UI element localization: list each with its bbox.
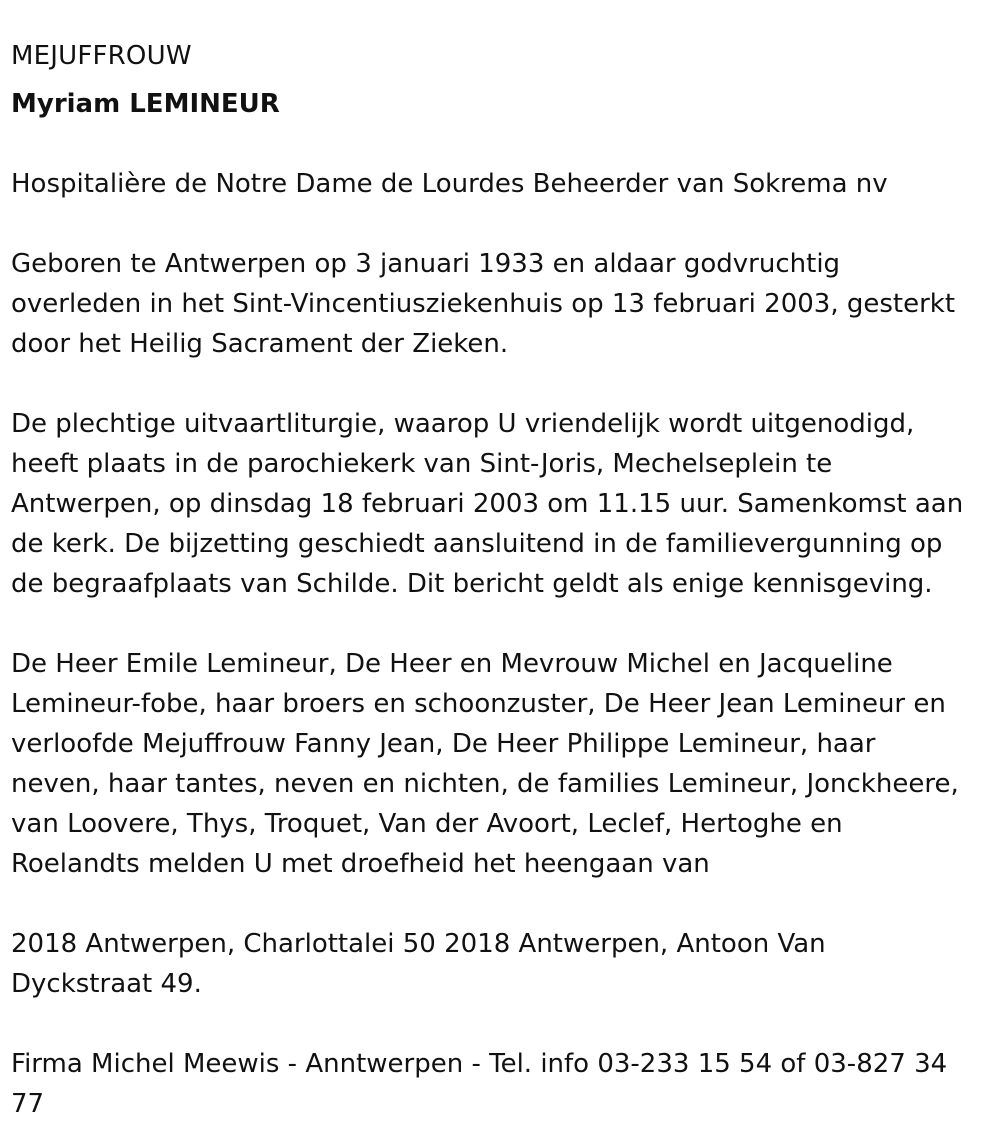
ceremony-line: De plechtige uitvaartliturgie, waarop U vriendelijk wordt uitgenodigd, bbox=[11, 409, 915, 439]
ceremony-paragraph bbox=[11, 404, 990, 604]
role-line: Hospitalière de Notre Dame de Lourdes Beheerder van Sokrema nv bbox=[11, 169, 888, 199]
address-paragraph bbox=[11, 924, 990, 1004]
ceremony-line: Antwerpen, op dinsdag 18 februari 2003 om 11.15 uur. Samenkomst aan bbox=[11, 489, 964, 519]
ceremony-line: de kerk. De bijzetting geschiedt aansluitend in de familievergunning op bbox=[11, 529, 943, 559]
family-line: neven, haar tantes, neven en nichten, de families Lemineur, Jonckheere, bbox=[11, 769, 959, 799]
birth-death-line: overleden in het Sint-Vincentiusziekenhuis op 13 februari 2003, gesterkt bbox=[11, 289, 956, 319]
family-line: verloofde Mejuffrouw Fanny Jean, De Heer Philippe Lemineur, haar bbox=[11, 729, 876, 759]
birth-death-line: Geboren te Antwerpen op 3 januari 1933 en aldaar godvruchtig bbox=[11, 249, 841, 279]
ceremony-line: heeft plaats in de parochiekerk van Sint-Joris, Mechelseplein te bbox=[11, 449, 833, 479]
deceased-name: Myriam LEMINEUR bbox=[11, 89, 280, 119]
contact-line: Firma Michel Meewis - Anntwerpen - Tel. info 03-233 15 54 of 03-827 34 bbox=[11, 1049, 948, 1079]
family-line: De Heer Emile Lemineur, De Heer en Mevrouw Michel en Jacqueline bbox=[11, 649, 893, 679]
address-line: Dyckstraat 49. bbox=[11, 969, 202, 999]
family-paragraph bbox=[11, 644, 990, 884]
contact-paragraph bbox=[11, 1044, 990, 1124]
address-line: 2018 Antwerpen, Charlottalei 50 2018 Antwerpen, Antoon Van bbox=[11, 929, 826, 959]
family-line: Lemineur-fobe, haar broers en schoonzuster, De Heer Jean Lemineur en bbox=[11, 689, 946, 719]
family-line: Roelandts melden U met droefheid het heengaan van bbox=[11, 849, 710, 879]
family-line: van Loovere, Thys, Troquet, Van der Avoort, Leclef, Hertoghe en bbox=[11, 809, 843, 839]
contact-line: 77 bbox=[11, 1089, 45, 1119]
birth-death-paragraph bbox=[11, 244, 990, 364]
notice-title: MEJUFFROUW bbox=[11, 41, 192, 71]
birth-death-line: door het Heilig Sacrament der Zieken. bbox=[11, 329, 509, 359]
death-notice bbox=[11, 36, 990, 1124]
ceremony-line: de begraafplaats van Schilde. Dit bericht geldt als enige kennisgeving. bbox=[11, 569, 933, 599]
